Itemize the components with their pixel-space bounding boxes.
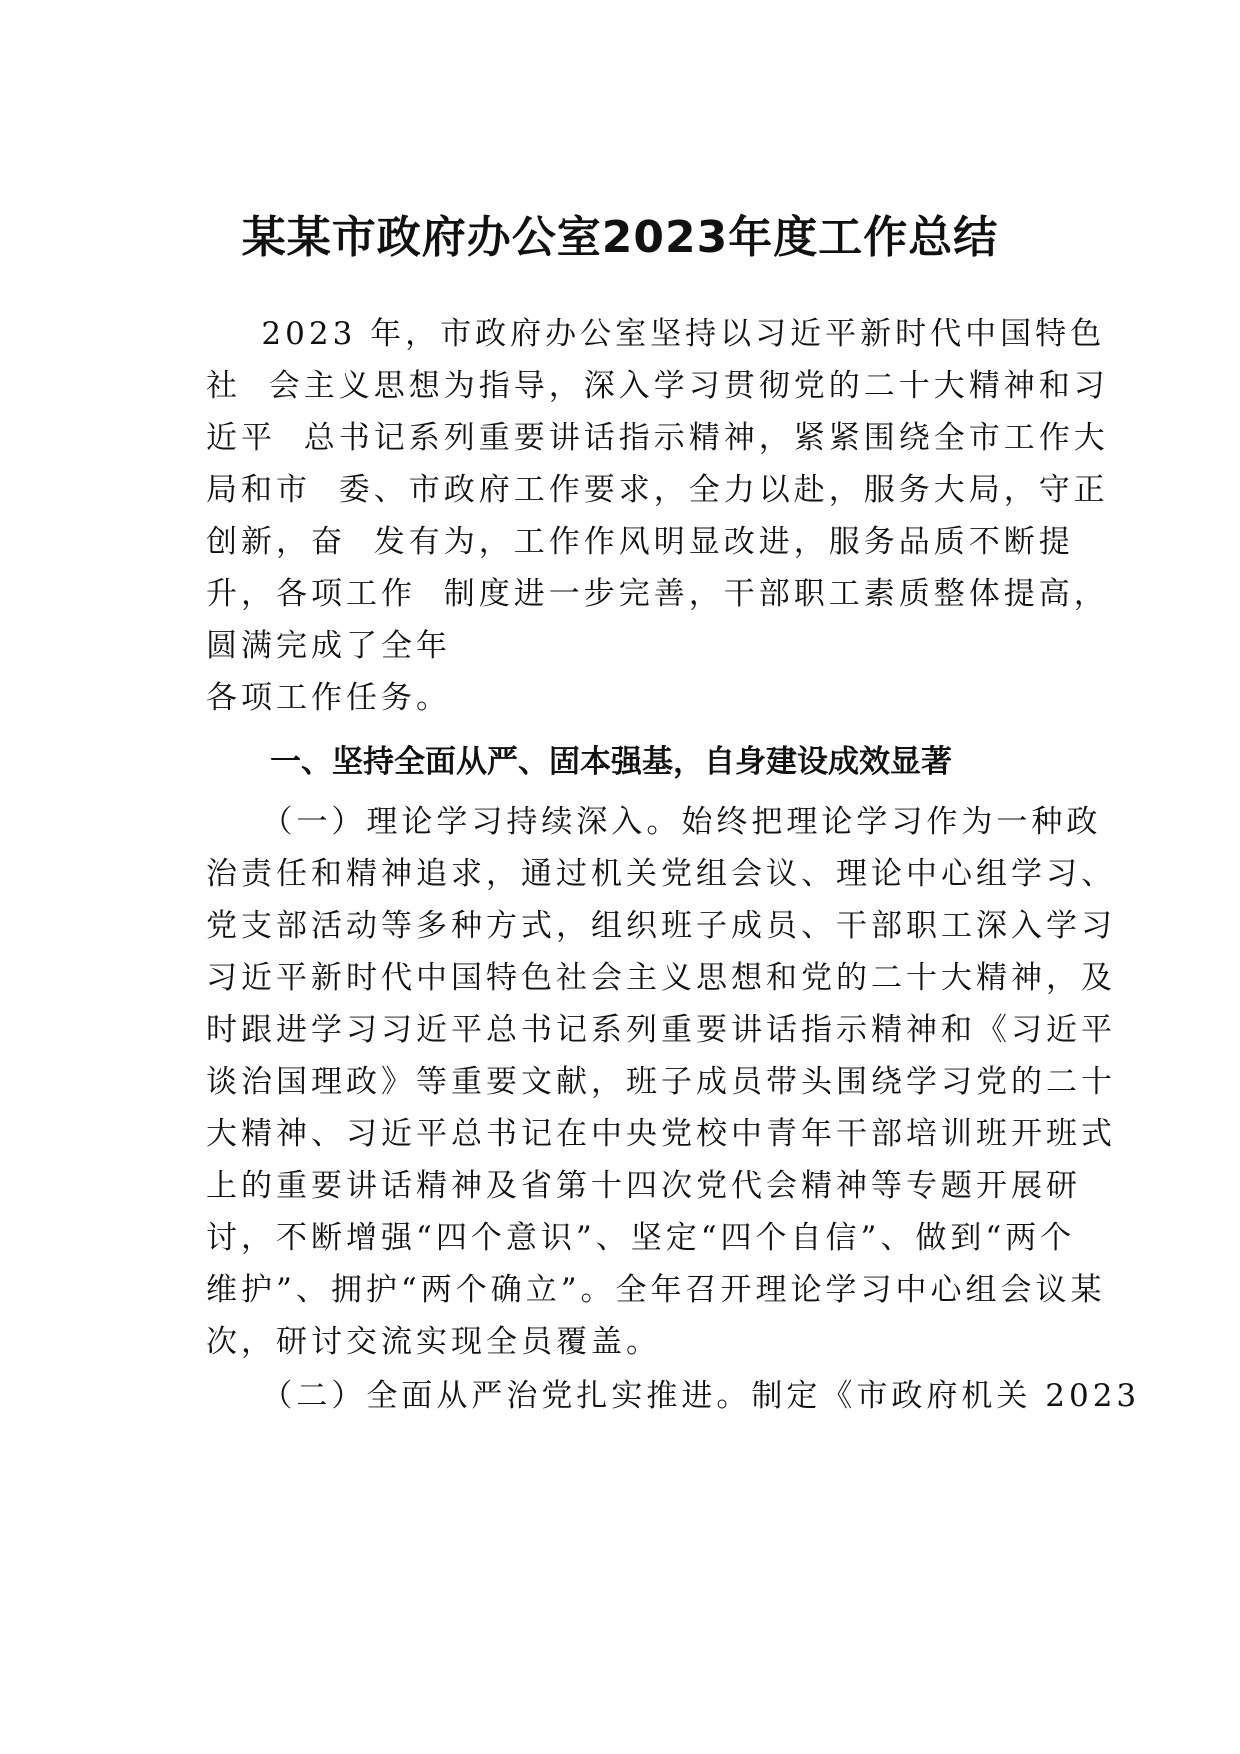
- document-title: 某某市政府办公室2023年度工作总结: [241, 212, 999, 263]
- paragraph-line: （二）全面从严治党扎实推进。制定《市政府机关 2023: [206, 1378, 1141, 1414]
- intro-line: 局和市 委、市政府工作要求，全力以赴，服务大局，守正: [206, 472, 1109, 508]
- intro-line: 社 会主义思想为指导，深入学习贯彻党的二十大精神和习: [206, 368, 1109, 404]
- paragraph-line: （一）理论学习持续深入。始终把理论学习作为一种政: [206, 804, 1102, 840]
- paragraph-line: 维护”、拥护“两个确立”。全年召开理论学习中心组会议某: [206, 1272, 1106, 1308]
- paragraph-line: 时跟进学习习近平总书记系列重要讲话指示精神和《习近平: [206, 1012, 1116, 1048]
- paragraph-line: 党支部活动等多种方式，组织班子成员、干部职工深入学习: [206, 908, 1116, 944]
- paragraph-line: 上的重要讲话精神及省第十四次党代会精神等专题开展研: [206, 1168, 1081, 1204]
- intro-line: 升，各项工作 制度进一步完善，干部职工素质整体提高，: [206, 576, 1109, 612]
- intro-line: 近平 总书记系列重要讲话指示精神，紧紧围绕全市工作大: [206, 420, 1109, 456]
- intro-line: 圆满完成了全年: [206, 628, 451, 664]
- paragraph-line: 次，研讨交流实现全员覆盖。: [206, 1324, 661, 1360]
- paragraph-line: 大精神、习近平总书记在中央党校中青年干部培训班开班式: [206, 1116, 1116, 1152]
- paragraph-line: 习近平新时代中国特色社会主义思想和党的二十大精神，及: [206, 960, 1116, 996]
- intro-line: 2023 年，市政府办公室坚持以习近平新时代中国特色: [206, 316, 1106, 352]
- paragraph-line: 谈治国理政》等重要文献，班子成员带头围绕学习党的二十: [206, 1064, 1116, 1100]
- paragraph-line: 治责任和精神追求，通过机关党组会议、理论中心组学习、: [206, 856, 1116, 892]
- section-heading: 一、坚持全面从严、固本强基，自身建设成效显著: [270, 744, 952, 780]
- paragraph-line: 讨，不断增强“四个意识”、坚定“四个自信”、做到“两个: [206, 1220, 1076, 1256]
- intro-line: 创新，奋 发有为，工作作风明显改进，服务品质不断提: [206, 524, 1074, 560]
- intro-line: 各项工作任务。: [206, 680, 451, 716]
